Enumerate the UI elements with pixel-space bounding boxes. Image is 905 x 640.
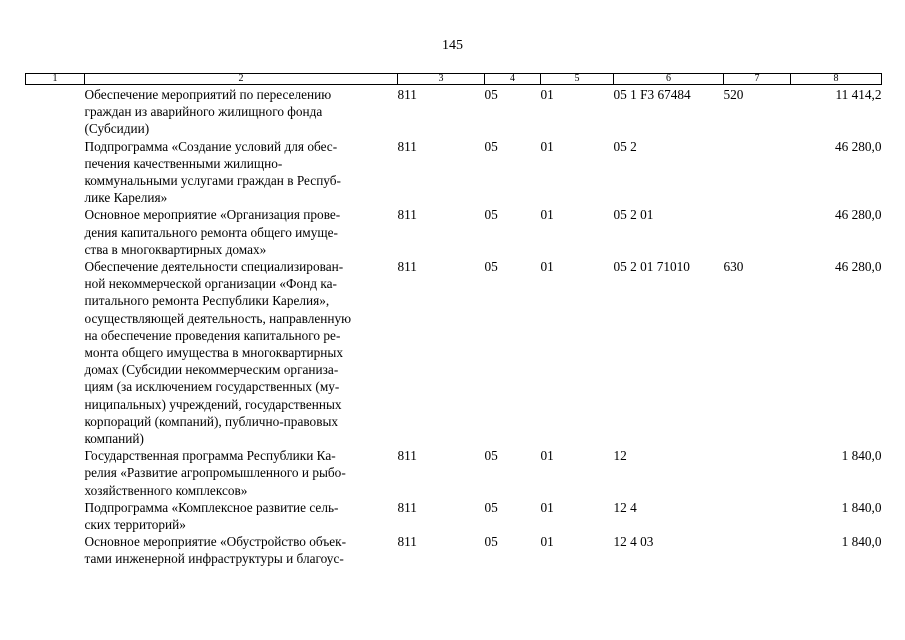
cell-col3: 811	[397, 87, 417, 102]
name-line: Основное мероприятие «Организация прове-	[84, 207, 341, 223]
cell-col7	[724, 138, 791, 207]
name-line: хозяйственного комплексов»	[84, 482, 248, 498]
cell-col5: 01	[540, 138, 554, 154]
column-header-1: 1	[26, 74, 85, 85]
cell-col1	[26, 85, 85, 138]
name-line: граждан из аварийного жилищного фонда	[84, 104, 323, 120]
cell-col3: 811	[397, 138, 417, 154]
name-line: циям (за исключением государственных (му-	[84, 379, 340, 395]
name-line: коммунальными услугами граждан в Респуб-	[84, 173, 341, 189]
cell-col6: 12 4	[613, 499, 637, 515]
table-row	[26, 85, 882, 138]
column-header-7: 7	[724, 74, 791, 85]
name-line: Основное мероприятие «Обустройство объек-	[84, 534, 347, 550]
table-body	[26, 85, 882, 568]
cell-col7: 520	[723, 87, 744, 102]
name-line: ских территорий»	[84, 517, 186, 533]
cell-col6: 12	[613, 448, 627, 464]
cell-col4: 05	[484, 87, 498, 102]
column-header-4: 4	[485, 74, 541, 85]
cell-col1	[26, 206, 85, 258]
cell-col8: 1 840,0	[841, 448, 882, 464]
cell-col7	[724, 206, 791, 258]
cell-col6: 05 2 01 71010	[613, 259, 690, 275]
cell-name	[85, 499, 398, 533]
column-header-3: 3	[398, 74, 485, 85]
cell-col8: 11 414,2	[835, 87, 882, 102]
cell-col1	[26, 533, 85, 567]
cell-col8: 1 840,0	[841, 534, 882, 550]
cell-col8: 46 280,0	[834, 259, 882, 275]
name-line: лике Карелия»	[84, 190, 168, 206]
name-line: тами инженерной инфраструктуры и благоус-	[84, 551, 344, 567]
cell-col5: 01	[540, 534, 554, 550]
cell-col6: 05 1 F3 67484	[613, 87, 691, 102]
cell-col8: 46 280,0	[834, 138, 882, 154]
name-line: питального ремонта Республики Карелия»,	[84, 293, 330, 309]
name-line: осуществляющей деятельность, направленную	[84, 310, 352, 326]
name-line: компаний)	[84, 431, 144, 447]
name-line: Подпрограмма «Комплексное развитие сель-	[84, 499, 339, 515]
table-row	[26, 206, 882, 258]
cell-col7	[724, 499, 791, 533]
page-number: 145	[442, 38, 463, 53]
cell-col3: 811	[397, 499, 417, 515]
cell-col5: 01	[540, 87, 554, 102]
table-row	[26, 533, 882, 567]
cell-col4: 05	[484, 259, 498, 275]
cell-name	[85, 138, 398, 207]
cell-col5: 01	[540, 207, 554, 223]
cell-col6: 05 2	[613, 138, 637, 154]
cell-col6: 05 2 01	[613, 207, 654, 223]
cell-col6: 12 4 03	[613, 534, 654, 550]
name-line: на обеспечение проведения капитального ре-	[84, 327, 341, 343]
column-header-8: 8	[791, 74, 882, 85]
cell-col3: 811	[397, 207, 417, 223]
cell-name	[85, 533, 398, 567]
name-line: Государственная программа Республики Ка-	[84, 448, 336, 464]
table-row	[26, 258, 882, 447]
cell-col5: 01	[540, 499, 554, 515]
column-header-2: 2	[85, 74, 398, 85]
name-line: Обеспечение мероприятий по переселению	[84, 87, 332, 102]
cell-col8: 1 840,0	[841, 499, 882, 515]
cell-col4: 05	[484, 207, 498, 223]
name-line: релия «Развитие агропромышленного и рыбо-	[84, 465, 346, 481]
cell-col1	[26, 138, 85, 207]
cell-col4: 05	[484, 138, 498, 154]
table-row	[26, 447, 882, 499]
name-line: Обеспечение деятельности специализирован-	[84, 259, 344, 275]
name-line: ниципальных) учреждений, государственных	[84, 396, 342, 412]
cell-col3: 811	[397, 448, 417, 464]
name-line: домах (Субсидии некоммерческим организа-	[84, 362, 339, 378]
column-header-5: 5	[541, 74, 614, 85]
name-line: ства в многоквартирных домах»	[84, 241, 267, 257]
name-line: (Субсидии)	[84, 121, 150, 137]
cell-col4: 05	[484, 499, 498, 515]
name-line: монта общего имущества в многоквартирных	[84, 345, 343, 361]
cell-col3: 811	[397, 534, 417, 550]
name-line: ной некоммерческой организации «Фонд ка-	[84, 276, 337, 292]
cell-col7: 630	[723, 259, 744, 275]
cell-name	[85, 85, 398, 138]
name-line: Подпрограмма «Создание условий для обес-	[84, 138, 338, 154]
name-line: корпораций (компаний), публично-правовых	[84, 413, 339, 429]
cell-name	[85, 447, 398, 499]
cell-col3: 811	[397, 259, 417, 275]
cell-col1	[26, 258, 85, 447]
table-row	[26, 138, 882, 207]
cell-col1	[26, 499, 85, 533]
cell-col5: 01	[540, 448, 554, 464]
cell-name	[85, 258, 398, 447]
cell-col7	[724, 447, 791, 499]
cell-col1	[26, 447, 85, 499]
cell-col4: 05	[484, 534, 498, 550]
budget-table	[25, 73, 882, 568]
cell-col7	[724, 533, 791, 567]
cell-name	[85, 206, 398, 258]
cell-col5: 01	[540, 259, 554, 275]
name-line: печения качественными жилищно-	[84, 155, 283, 171]
table-row	[26, 499, 882, 533]
name-line: дения капитального ремонта общего имуще-	[84, 224, 338, 240]
column-header-6: 6	[614, 74, 724, 85]
header-row	[26, 74, 882, 85]
cell-col8: 46 280,0	[834, 207, 882, 223]
cell-col4: 05	[484, 448, 498, 464]
